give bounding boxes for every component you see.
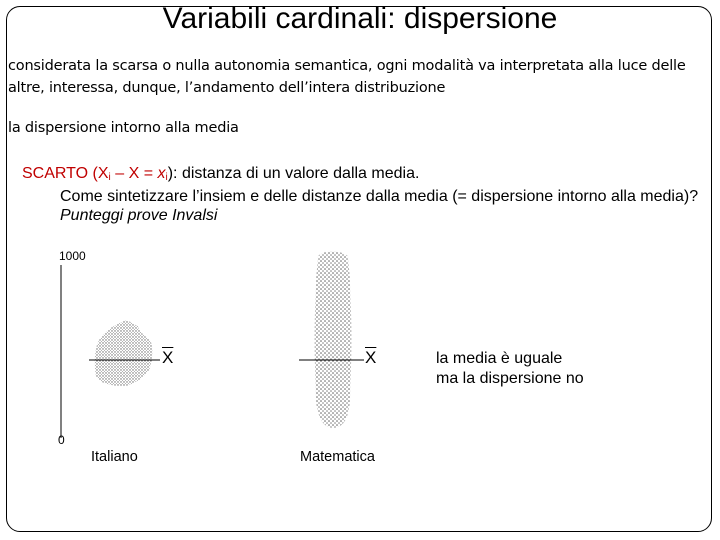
matematica-mean-symbol: $\overline{X}$ [365, 348, 377, 367]
italiano-mean-symbol: $\overline{X}$ [162, 348, 174, 367]
scarto-question: Come sintetizzare l’insiem e delle distanze dalla media (= dispersione intorno alla media)? [60, 188, 699, 205]
note-line-2: ma la dispersione no [436, 370, 584, 387]
subheading: la dispersione intorno alla media [8, 120, 239, 136]
category-italiano: Italiano [91, 449, 138, 465]
matematica-distribution [315, 252, 352, 429]
scarto-description: ): distanza di un valore dalla media. [167, 165, 420, 182]
dispersion-note [436, 349, 584, 389]
invalsi-label: Punteggi prove Invalsi [60, 207, 218, 224]
intro-text: considerata la scarsa o nulla autonomia semantica, ogni modalità va interpretata alla luce delle altre, interessa, dunque, l’andamento dell’intera distribuzione [8, 58, 686, 96]
note-line-1: la media è uguale [436, 350, 563, 367]
y-min-label: 0 [58, 433, 65, 447]
slide-title: Variabili cardinali: dispersione [162, 2, 558, 35]
scarto-definition: SCARTO ($X_i - X = x_i$ [22, 165, 168, 183]
y-max-label: 1000 [59, 249, 86, 263]
italiano-distribution [95, 321, 153, 386]
category-matematica: Matematica [300, 449, 375, 465]
